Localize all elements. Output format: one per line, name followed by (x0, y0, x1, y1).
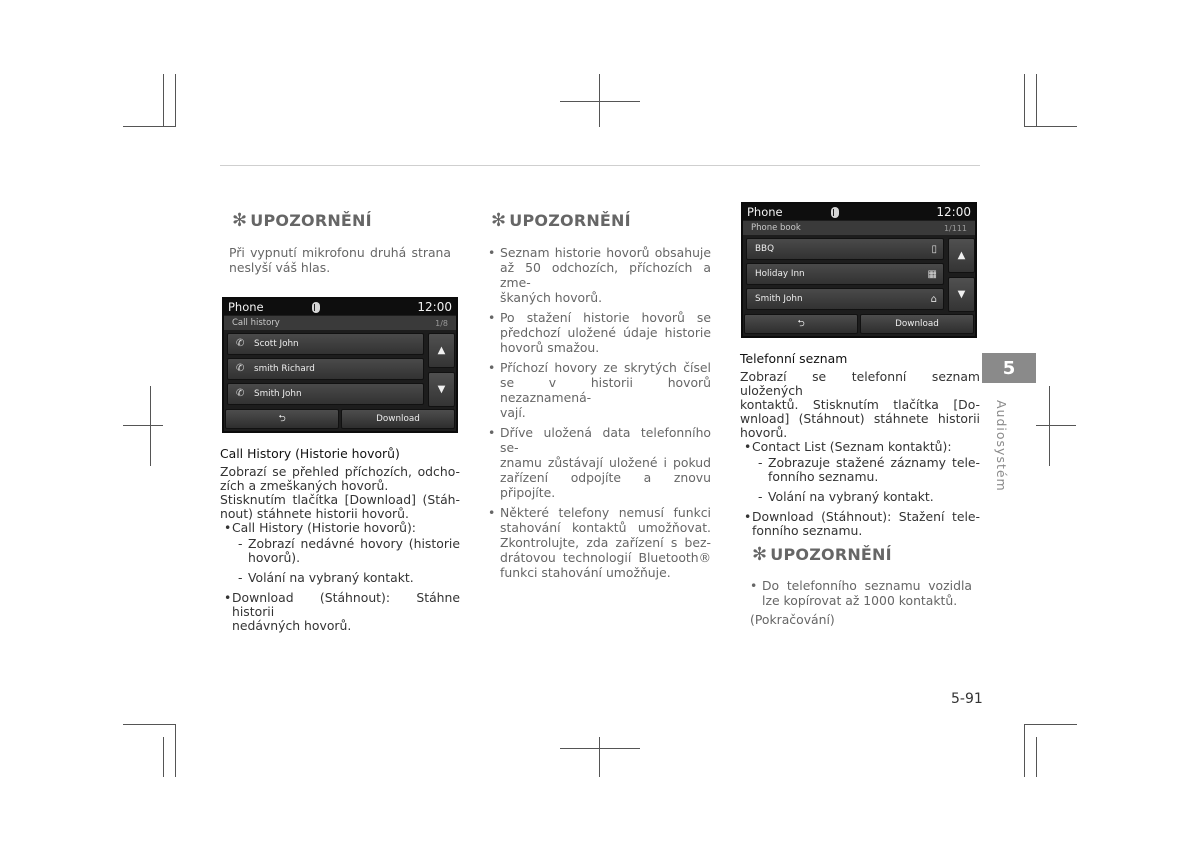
caution-item-line: předchozí uložené údaje historie (500, 325, 711, 340)
bullet-text: Contact List (Seznam kontaktů): (752, 439, 952, 454)
back-button[interactable] (225, 409, 339, 429)
caution-line: neslyší váš hlas. (229, 260, 331, 275)
caution-heading (752, 544, 892, 565)
caution-item-line: Seznam historie hovorů obsahuje (500, 245, 711, 260)
scroll-up-button[interactable]: ▲ (948, 238, 975, 273)
call-history-section (220, 447, 460, 635)
caution-item: • Seznam historie hovorů obsahuje až 50 odchozích, příchozích a zme- škaných hovorů. (488, 245, 711, 305)
phone-book-section (740, 352, 980, 540)
contact-row-label: Smith John (755, 294, 803, 304)
caution-heading (232, 210, 372, 231)
download-button[interactable] (860, 314, 974, 334)
caution-item-line: škaných hovorů. (500, 290, 603, 305)
caution-item-line: funkci stahování umožňuje. (500, 565, 671, 580)
call-row[interactable] (227, 358, 424, 380)
office-icon: ▦ (927, 268, 937, 280)
call-row-label: Smith John (254, 389, 302, 399)
phone-book-screen (741, 202, 977, 338)
bluetooth-icon (831, 207, 839, 218)
chapter-label: Audiosystém (994, 400, 1009, 492)
caution-item-line: se v historii hovorů nezaznamená- (500, 375, 711, 405)
back-arrow-icon: ⮌ (278, 413, 286, 424)
dash-item: - Zobrazí nedávné hovory (historie hovorů). (238, 536, 460, 565)
caution-line: Při vypnutí mikrofonu druhá strana (229, 245, 451, 260)
caution-item-line: znamu zůstávají uložené i pokud (500, 455, 711, 470)
paragraph-line: kontaktů. Stisknutím tlačítka [Do- (740, 397, 980, 412)
contact-row-label: Holiday Inn (755, 269, 805, 279)
chapter-tab (982, 353, 1036, 383)
contact-row[interactable] (746, 263, 944, 285)
call-row-label: Scott John (254, 339, 299, 349)
home-icon: ⌂ (930, 293, 937, 305)
caution-item-line: Příchozí hovory ze skrytých čísel (500, 360, 711, 375)
bullet-text: Call History (Historie hovorů): (232, 520, 416, 535)
scroll-up-button[interactable]: ▲ (428, 333, 455, 368)
continued-note: (Pokračování) (750, 612, 835, 627)
contact-row-label: BBQ (755, 244, 774, 254)
dash-text: Volání na vybraný kontakt. (768, 489, 934, 504)
phone-call-icon: ✆ (236, 388, 245, 399)
paragraph-line: zích a zmeškaných hovorů. (220, 478, 389, 493)
bullet-text: fonního seznamu. (752, 523, 863, 538)
download-button[interactable] (341, 409, 455, 429)
caution-item-line: Dříve uložená data telefonního se- (500, 425, 711, 455)
caution-item-line: lze kopírovat až 1000 kontaktů. (762, 593, 958, 608)
header-rule (220, 165, 980, 166)
section-heading: Call History (Historie hovorů) (220, 446, 400, 461)
bullet-item: • Download (Stáhnout): Stažení tele- fonního seznamu. (744, 509, 980, 538)
caution-text (229, 245, 451, 275)
caution-item-line: hovorů smažou. (500, 340, 600, 355)
caution-item-line: Některé telefony nemusí funkci (500, 505, 711, 520)
screen-subheader (224, 316, 456, 330)
dash-text: hovorů). (248, 550, 301, 565)
download-label: Download (895, 319, 939, 329)
caution-item: • Dříve uložená data telefonního se- znamu zůstávají uložené i pokud zařízení odpojíte a znovu připojíte. (488, 425, 711, 500)
bullet-text: Download (Stáhnout): Stáhne historii (232, 590, 460, 619)
paragraph-line: Stisknutím tlačítka [Download] (Stáh- (220, 492, 460, 507)
screen-header (224, 299, 456, 315)
caution-item: • Do telefonního seznamu vozidla lze kopírovat až 1000 kontaktů. (750, 578, 972, 608)
caution-item: • Některé telefony nemusí funkci stahování kontaktů umožňovat. Zkontrolujte, zda zařízení s bez- drátovou technologií Bluetooth® funkci stahování umožňuje. (488, 505, 711, 580)
bullet-item: • Call History (Historie hovorů): (224, 520, 416, 535)
dash-text: Zobrazí nedávné hovory (historie (248, 536, 460, 551)
screen-subtitle: Phone book (751, 223, 801, 233)
phone-call-icon: ✆ (236, 363, 245, 374)
screen-count: 1/8 (435, 318, 448, 328)
caution-item: • Příchozí hovory ze skrytých čísel se v historii hovorů nezaznamená- vají. (488, 360, 711, 420)
paragraph-line: nout) stáhnete historii hovorů. (220, 506, 409, 521)
paragraph-line: Zobrazí se přehled příchozích, odcho- (220, 464, 460, 479)
caution-item-line: zařízení odpojíte a znovu připojíte. (500, 470, 711, 500)
scroll-down-button[interactable]: ▼ (948, 277, 975, 312)
caution-text (750, 578, 972, 627)
bullet-item: • Download (Stáhnout): Stáhne historii nedávných hovorů. (224, 590, 460, 633)
dash-item: - Volání na vybraný kontakt. (758, 489, 934, 504)
dash-item: - Zobrazuje stažené záznamy tele- fonního seznamu. (758, 455, 980, 484)
chapter-number: 5 (1002, 357, 1016, 379)
caution-star-icon: ✻ (752, 544, 768, 565)
contact-row[interactable] (746, 288, 944, 310)
mobile-icon: ▯ (931, 243, 937, 255)
dash-text: Volání na vybraný kontakt. (248, 570, 414, 585)
contact-row[interactable] (746, 238, 944, 260)
caution-list (488, 245, 711, 585)
section-heading: Telefonní seznam (740, 351, 848, 366)
paragraph-line: hovorů. (740, 425, 788, 440)
caution-title: UPOZORNĚNÍ (509, 211, 631, 230)
screen-title: Phone (747, 205, 783, 219)
caution-item-line: Do telefonního seznamu vozidla (762, 578, 972, 593)
screen-clock: 12:00 (417, 300, 452, 314)
paragraph-line: wnload] (Stáhnout) stáhnete historii (740, 411, 980, 426)
caution-item-line: vají. (500, 405, 526, 420)
caution-star-icon: ✻ (491, 210, 507, 231)
page-number: 5-91 (951, 691, 983, 707)
scroll-down-button[interactable]: ▼ (428, 372, 455, 407)
screen-subheader (743, 221, 975, 235)
call-history-screen (222, 297, 458, 433)
screen-title: Phone (228, 300, 264, 314)
call-row-label: smith Richard (254, 364, 315, 374)
screen-count: 1/111 (943, 223, 967, 233)
caution-title: UPOZORNĚNÍ (770, 545, 892, 564)
caution-item: • Po stažení historie hovorů se předchozí uložené údaje historie hovorů smažou. (488, 310, 711, 355)
paragraph-line: Zobrazí se telefonní seznam uložených (740, 369, 980, 398)
caution-title: UPOZORNĚNÍ (250, 211, 372, 230)
call-row[interactable] (227, 333, 424, 355)
bullet-item: • Contact List (Seznam kontaktů): (744, 439, 952, 454)
caution-item-line: drátovou technologií Bluetooth® (500, 550, 711, 565)
bullet-text: nedávných hovorů. (232, 618, 352, 633)
dash-text: Zobrazuje stažené záznamy tele- (768, 455, 980, 470)
screen-subtitle: Call history (232, 318, 280, 328)
caution-item-line: stahování kontaktů umožňovat. (500, 520, 711, 535)
caution-item-line: Zkontrolujte, zda zařízení s bez- (500, 535, 711, 550)
caution-star-icon: ✻ (232, 210, 248, 231)
screen-header (743, 204, 975, 220)
dash-text: fonního seznamu. (768, 469, 879, 484)
bluetooth-icon (312, 302, 320, 313)
screen-clock: 12:00 (936, 205, 971, 219)
phone-call-icon: ✆ (236, 338, 245, 349)
caution-heading (491, 210, 631, 231)
bullet-text: Download (Stáhnout): Stažení tele- (752, 509, 980, 524)
download-label: Download (376, 414, 420, 424)
dash-item: - Volání na vybraný kontakt. (238, 570, 414, 585)
caution-item-line: Po stažení historie hovorů se (500, 310, 711, 325)
back-button[interactable] (744, 314, 858, 334)
back-arrow-icon: ⮌ (797, 318, 805, 329)
caution-item-line: až 50 odchozích, příchozích a zme- (500, 260, 711, 290)
call-row[interactable] (227, 383, 424, 405)
